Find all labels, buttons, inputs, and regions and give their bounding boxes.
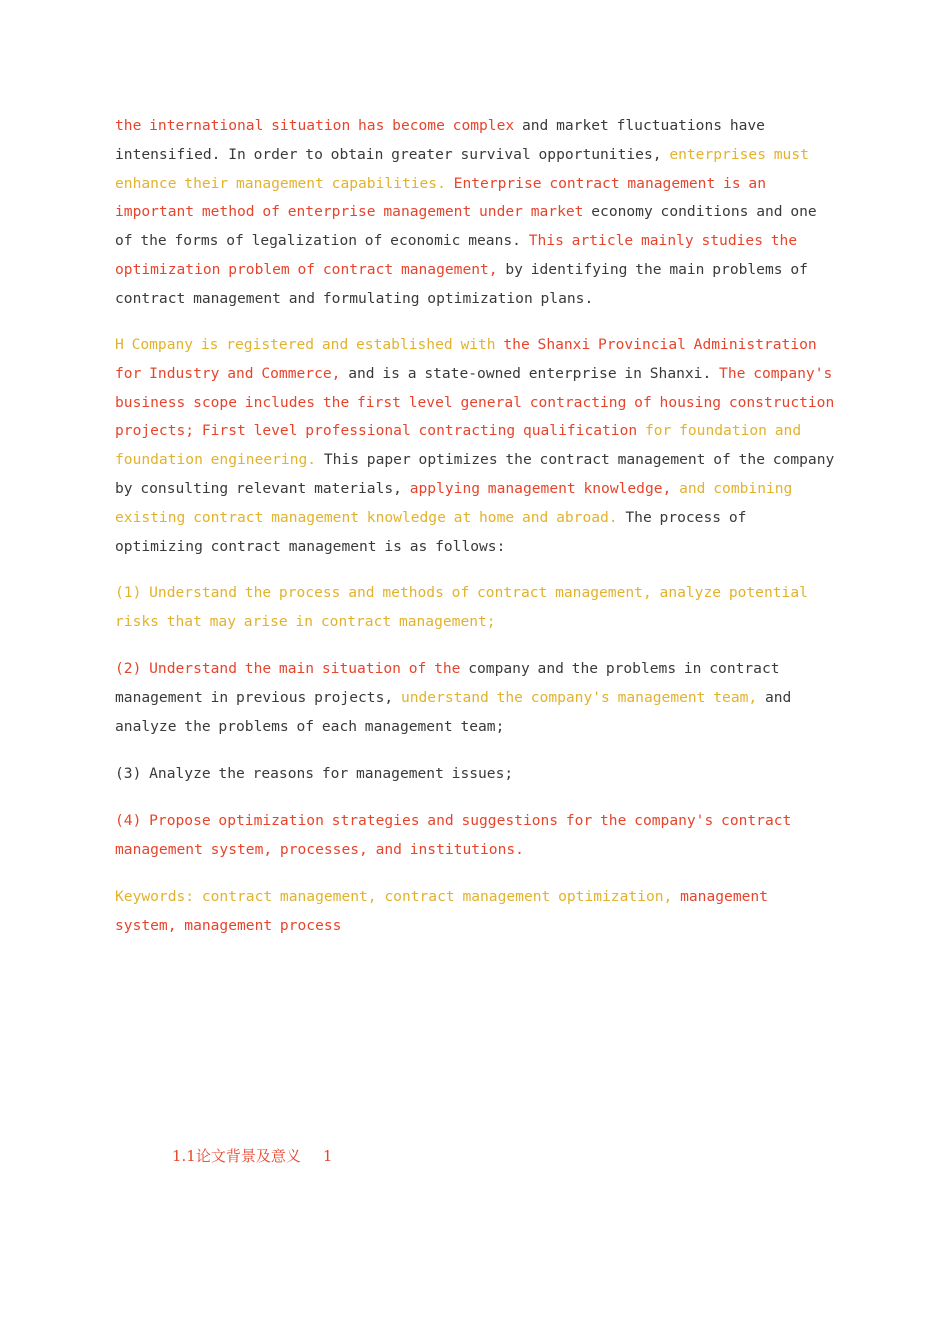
process-item-3 (115, 760, 835, 789)
text-segment: (1) Understand the process and methods of contract management, analyze potential risks that may arise in contract management; (115, 584, 808, 630)
text-segment: for foundation and foundation engineering. (115, 422, 802, 469)
text-segment: economy conditions and one of the forms of legalization of economic means. (115, 203, 817, 250)
text-segment: (3) Analyze the reasons for management issues; (115, 765, 514, 782)
text-segment: understand the company's management team, (400, 688, 758, 706)
process-item-4 (115, 807, 835, 865)
text-segment: enterprises must enhance their management capabilities. (115, 145, 809, 192)
text-segment: and analyze the problems of each management team; (115, 688, 792, 735)
text-segment: company and the problems in contract management in previous projects, (115, 660, 780, 706)
keywords-line (115, 883, 835, 941)
text-segment: the international situation has become complex (115, 117, 515, 134)
text-segment: This paper optimizes the contract management of the company by consulting relevant materials, (115, 451, 835, 497)
toc-entry[interactable] (172, 1143, 332, 1169)
text-segment: and combining existing contract management knowledge at home and abroad. (115, 479, 793, 526)
text-segment: the Shanxi Provincial Administration for Industry and Commerce, (115, 336, 817, 382)
text-segment: management system, management process (115, 888, 768, 934)
toc-entry-page-number: 1 (322, 1147, 333, 1165)
text-segment: by identifying the main problems of contract management and formulating optimization plans. (115, 260, 808, 307)
process-item-1 (115, 579, 835, 637)
abstract-paragraph-2 (115, 331, 835, 561)
text-segment: (4) Propose optimization strategies and suggestions for the company's contract management system, processes, and institutions. (115, 812, 792, 858)
text-segment: applying management knowledge, (409, 479, 672, 497)
text-segment: and market fluctuations have intensified. In order to obtain greater survival opportunities, (115, 117, 765, 163)
text-segment: Enterprise contract management is an important method of enterprise management under market (115, 174, 766, 221)
text-segment: The process of optimizing contract management is as follows: (115, 508, 747, 555)
text-segment: Keywords: contract management, contract management optimization, (115, 888, 673, 905)
text-segment: This article mainly studies the optimization problem of contract management, (115, 232, 798, 278)
text-segment: (2) Understand the main situation of the (115, 660, 461, 677)
abstract-paragraph-1 (115, 112, 835, 314)
toc-entry-title: 1.1论文背景及意义 (172, 1147, 301, 1165)
text-segment: and is a state-owned enterprise in Shanxi. (340, 364, 720, 382)
process-item-2 (115, 655, 835, 741)
text-segment: H Company is registered and established with (115, 336, 504, 353)
text-segment: The company's business scope includes the first level general contracting of housing construction projects; First level professional contracting qualification (115, 364, 835, 440)
